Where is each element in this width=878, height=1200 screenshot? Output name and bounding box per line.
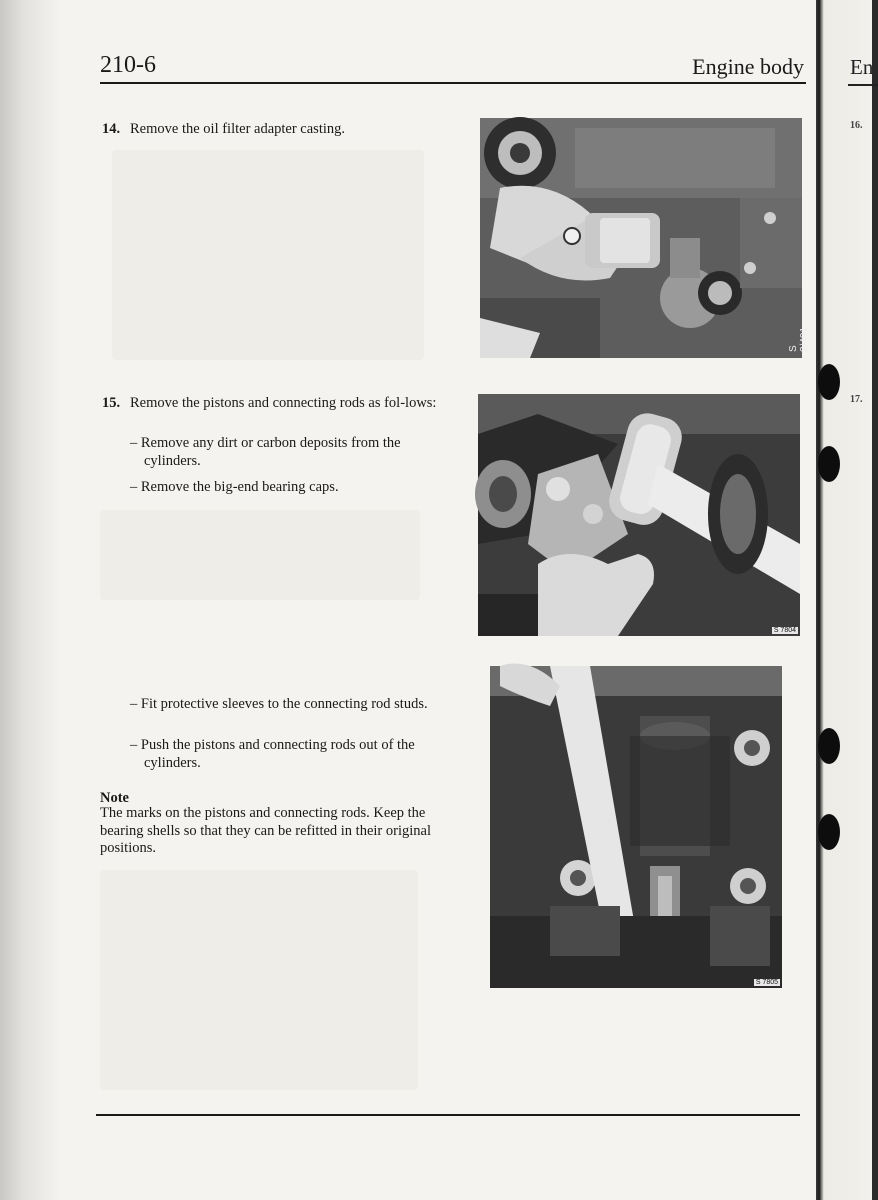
page-number: 210-6 <box>100 52 156 78</box>
next-page-header: En <box>850 55 874 79</box>
step-text: Remove the pistons and connecting rods as fol-lows: <box>130 395 437 411</box>
sub-item: – Fit protective sleeves to the connecting rod studs. <box>130 696 428 712</box>
binder-hole <box>818 446 840 482</box>
binder-hole <box>818 814 840 850</box>
step-number: 14. <box>102 121 121 137</box>
step-number: 15. <box>102 395 121 411</box>
footer-rule <box>96 1114 800 1116</box>
section-title: Engine body <box>692 54 804 79</box>
photo-oil-filter-adapter <box>480 118 810 358</box>
sub-item: – Remove the big-end bearing caps. <box>130 479 339 495</box>
next-page-edge <box>816 0 872 1200</box>
binder-hole <box>818 728 840 764</box>
next-page-rule <box>848 84 878 86</box>
step-15 <box>102 394 462 412</box>
spine-shadow <box>0 0 60 1200</box>
step-text: Remove the oil filter adapter casting. <box>130 121 346 137</box>
show-through <box>100 870 418 1090</box>
show-through <box>112 150 424 360</box>
next-page-step: 16. <box>850 120 863 131</box>
note-title: Note <box>100 790 129 806</box>
sub-item: – Push the pistons and connecting rods out of the cylinders. <box>130 737 415 771</box>
sub-item: – Remove any dirt or carbon deposits from the cylinders. <box>130 435 401 469</box>
step-14 <box>102 120 434 138</box>
note-body: The marks on the pistons and connecting rods. Keep the bearing shells so that they can be refitted in their original positions. <box>100 805 431 856</box>
photo-push-pistons <box>490 666 782 988</box>
photo-code: S 7805 <box>755 979 778 986</box>
header-rule <box>100 82 806 84</box>
photo-code: S 7804 <box>773 627 796 634</box>
show-through <box>100 510 420 600</box>
next-page-step: 17. <box>850 394 863 405</box>
photo-big-end-caps <box>478 394 800 636</box>
photo-code: S 2/491 <box>788 326 810 352</box>
binder-hole <box>818 364 840 400</box>
